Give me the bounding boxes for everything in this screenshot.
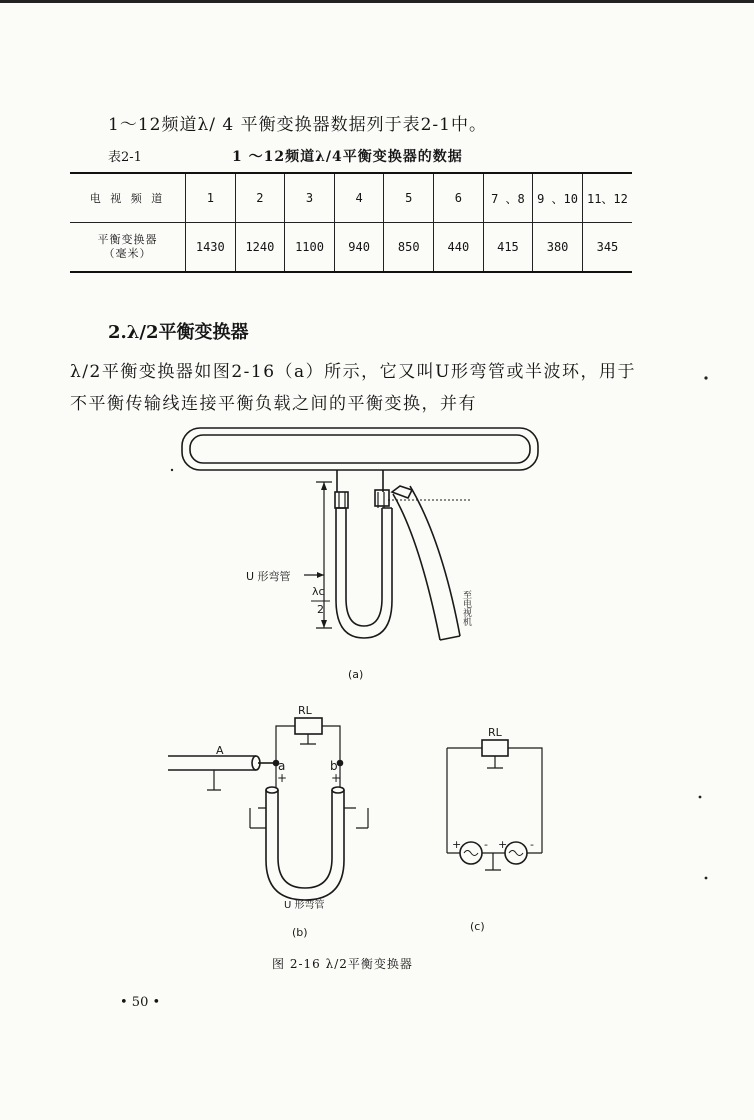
label-rl-c: RL	[488, 726, 502, 739]
row-header-channels: 电 视 频 道	[70, 173, 186, 223]
label-a: a	[278, 759, 286, 773]
table-cell: 3	[285, 173, 335, 223]
table-cell: 9 、10	[533, 173, 583, 223]
table-cell: 5	[384, 173, 434, 223]
table-title: 1 ～12频道λ/4平衡变换器的数据	[232, 149, 463, 165]
table-cell: 940	[334, 223, 384, 273]
table-cell: 440	[434, 223, 484, 273]
table-cell: 7 、8	[483, 173, 533, 223]
table-cell: 1	[186, 173, 236, 223]
table-cell: 1100	[285, 223, 335, 273]
body-paragraph: λ/2平衡变换器如图2-16（a）所示，它又叫U形弯管或半波环，用于不平衡传输线连接平衡负载之间的平衡变换，并有	[70, 362, 636, 414]
label-two: 2	[317, 603, 324, 616]
row-header-line2: （毫米）	[103, 247, 152, 260]
page-number: • 50 •	[120, 995, 161, 1010]
sub-b: (b)	[292, 926, 308, 939]
table-cell: 11、12	[582, 173, 632, 223]
plus-c2: +	[498, 838, 508, 851]
table-cell: 6	[434, 173, 484, 223]
label-lambda-c: λc	[312, 585, 325, 598]
folded-dipole-drawing	[182, 428, 538, 640]
label-u-tube-b: U 形弯管	[284, 900, 325, 911]
row-header-line1: 平衡变换器	[97, 233, 158, 246]
label-A: A	[216, 744, 224, 757]
equivalent-circuit	[447, 740, 542, 870]
table-cell: 2	[235, 173, 285, 223]
u-tube-schematic	[168, 718, 368, 900]
table-cell: 1430	[186, 223, 236, 273]
intro-text: 1～12频道λ/ 4 平衡变换器数据列于表2-1中。	[108, 115, 487, 135]
table-number: 表2-1	[108, 150, 142, 165]
minus-c2: -	[530, 838, 534, 851]
label-to-tv: 至电视机	[461, 590, 471, 626]
plus-a: +	[277, 771, 288, 785]
minus-c1: -	[484, 838, 488, 851]
label-rl-b: RL	[298, 704, 312, 717]
plus-c1: +	[452, 838, 462, 851]
section-heading: 2.λ/2平衡变换器	[108, 322, 249, 343]
table-cell: 345	[582, 223, 632, 273]
table-cell: 1240	[235, 223, 285, 273]
label-b: b	[330, 759, 338, 773]
sub-a: (a)	[348, 668, 364, 681]
table-cell: 850	[384, 223, 434, 273]
plus-b: +	[331, 771, 342, 785]
figure-caption: 图 2-16 λ/2平衡变换器	[272, 957, 413, 971]
table-cell: 415	[483, 223, 533, 273]
sub-c: (c)	[470, 920, 485, 933]
label-u-tube-a: U 形弯管	[246, 570, 291, 583]
table-cell: 4	[334, 173, 384, 223]
table-cell: 380	[533, 223, 583, 273]
